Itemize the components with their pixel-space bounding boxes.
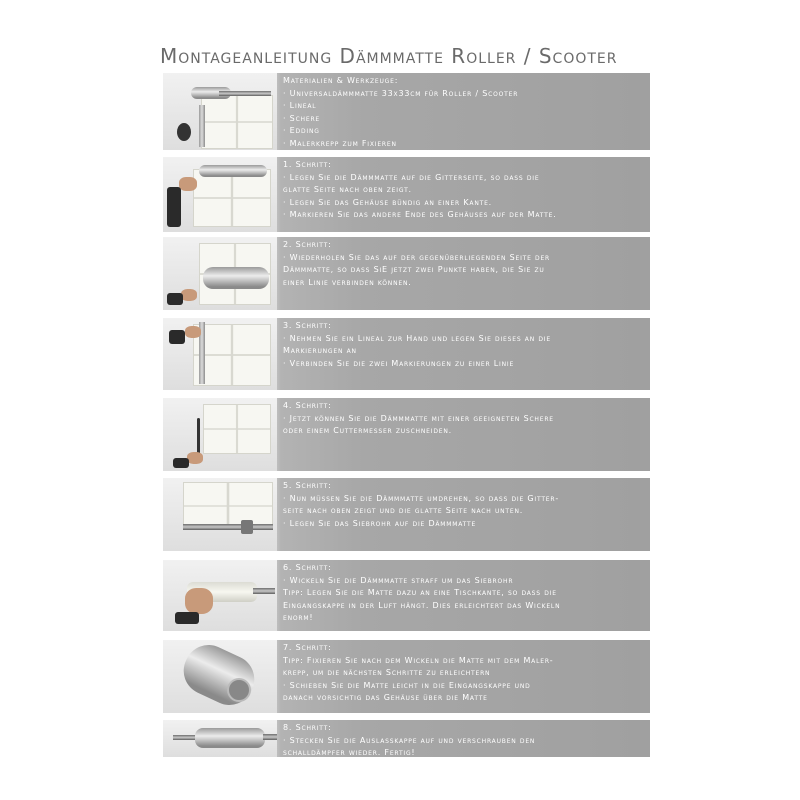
step-text bbox=[277, 640, 650, 713]
step-3 bbox=[163, 318, 650, 390]
step-line: glatte Seite nach oben zeigt. bbox=[283, 185, 412, 194]
step-heading: 1. Schritt: bbox=[283, 160, 332, 169]
photo-materials bbox=[163, 73, 277, 150]
photo-step-6 bbox=[163, 560, 277, 631]
step-line: · Edding bbox=[283, 126, 320, 135]
photo-step-1 bbox=[163, 157, 277, 232]
page-title: Montageanleitung Dämmmatte Roller / Scooter bbox=[160, 44, 618, 68]
step-line: · Nehmen Sie ein Lineal zur Hand und legen Sie dieses an die bbox=[283, 333, 551, 343]
photo-step-2 bbox=[163, 237, 277, 310]
step-1 bbox=[163, 157, 650, 232]
step-text bbox=[277, 73, 650, 150]
step-2 bbox=[163, 237, 650, 310]
step-text bbox=[277, 157, 650, 232]
step-line: · Legen Sie das Gehäuse bündig an einer Kante. bbox=[283, 197, 493, 207]
step-7 bbox=[163, 640, 650, 713]
step-line: seite nach oben zeigt und die glatte Seite nach unten. bbox=[283, 506, 524, 515]
step-line: · Stecken Sie die Auslasskappe auf und verschrauben den bbox=[283, 735, 536, 745]
step-line: Markierungen an bbox=[283, 346, 357, 355]
step-line: Tipp: Legen Sie die Matte dazu an eine Tischkante, so dass die bbox=[283, 588, 557, 597]
step-line: · Markieren Sie das andere Ende des Gehäuses auf der Matte. bbox=[283, 210, 557, 219]
step-heading: 7. Schritt: bbox=[283, 643, 332, 652]
step-heading: Materialien & Werkzeuge: bbox=[283, 76, 399, 85]
step-5 bbox=[163, 478, 650, 551]
step-line: enorm! bbox=[283, 613, 314, 622]
step-text bbox=[277, 478, 650, 551]
photo-step-4 bbox=[163, 398, 277, 471]
step-heading: 6. Schritt: bbox=[283, 563, 332, 572]
step-line: · Verbinden Sie die zwei Markierungen zu einer Linie bbox=[283, 358, 515, 368]
step-line: · Wickeln Sie die Dämmmatte straff um das Siebrohr bbox=[283, 575, 514, 585]
step-text bbox=[277, 318, 650, 390]
step-text bbox=[277, 237, 650, 310]
step-heading: 2. Schritt: bbox=[283, 240, 332, 249]
step-line: oder einem Cuttermesser zuschneiden. bbox=[283, 426, 452, 435]
step-line: · Legen Sie die Dämmmatte auf die Gitterseite, so dass die bbox=[283, 172, 540, 182]
step-line: · Schere bbox=[283, 113, 321, 123]
step-line: · Nun müssen Sie die Dämmmatte umdrehen, so dass die Gitter- bbox=[283, 493, 560, 503]
step-heading: 3. Schritt: bbox=[283, 321, 332, 330]
step-materials bbox=[163, 73, 650, 150]
photo-step-5 bbox=[163, 478, 277, 551]
step-text bbox=[277, 720, 650, 757]
step-line: · Schieben Sie die Matte leicht in die Eingangskappe und bbox=[283, 680, 531, 690]
step-line: krepp, um die nächsten Schritte zu erleichtern bbox=[283, 668, 491, 677]
step-6 bbox=[163, 560, 650, 631]
step-heading: 5. Schritt: bbox=[283, 481, 332, 490]
step-line: schalldämpfer wieder. Fertig! bbox=[283, 748, 416, 757]
step-line: · Malerkrepp zum Fixieren bbox=[283, 138, 397, 148]
photo-step-8 bbox=[163, 720, 277, 757]
step-line: danach vorsichtig das Gehäuse über die Matte bbox=[283, 693, 488, 702]
photo-step-3 bbox=[163, 318, 277, 390]
step-line: · Lineal bbox=[283, 101, 317, 110]
step-text bbox=[277, 560, 650, 631]
step-line: Eingangskappe in der Luft hängt. Dies erleichtert das Wickeln bbox=[283, 600, 561, 610]
photo-step-7 bbox=[163, 640, 277, 713]
step-line: einer Linie verbinden können. bbox=[283, 277, 412, 287]
step-8 bbox=[163, 720, 650, 757]
step-line: · Wiederholen Sie das auf der gegenüberliegenden Seite der bbox=[283, 252, 551, 262]
step-line: Tipp: Fixieren Sie nach dem Wickeln die Matte mit dem Maler- bbox=[283, 655, 554, 665]
step-line: Dämmmatte, so dass SiE jetzt zwei Punkte haben, die Sie zu bbox=[283, 265, 545, 274]
step-line: · Jetzt können Sie die Dämmmatte mit einer geeigneten Schere bbox=[283, 413, 554, 423]
step-line: · Universaldämmmatte 33x33cm für Roller / Scooter bbox=[283, 88, 519, 98]
step-heading: 4. Schritt: bbox=[283, 401, 332, 410]
step-4 bbox=[163, 398, 650, 471]
step-heading: 8. Schritt: bbox=[283, 723, 332, 732]
step-text bbox=[277, 398, 650, 471]
step-line: · Legen Sie das Siebrohr auf die Dämmmatte bbox=[283, 518, 477, 528]
